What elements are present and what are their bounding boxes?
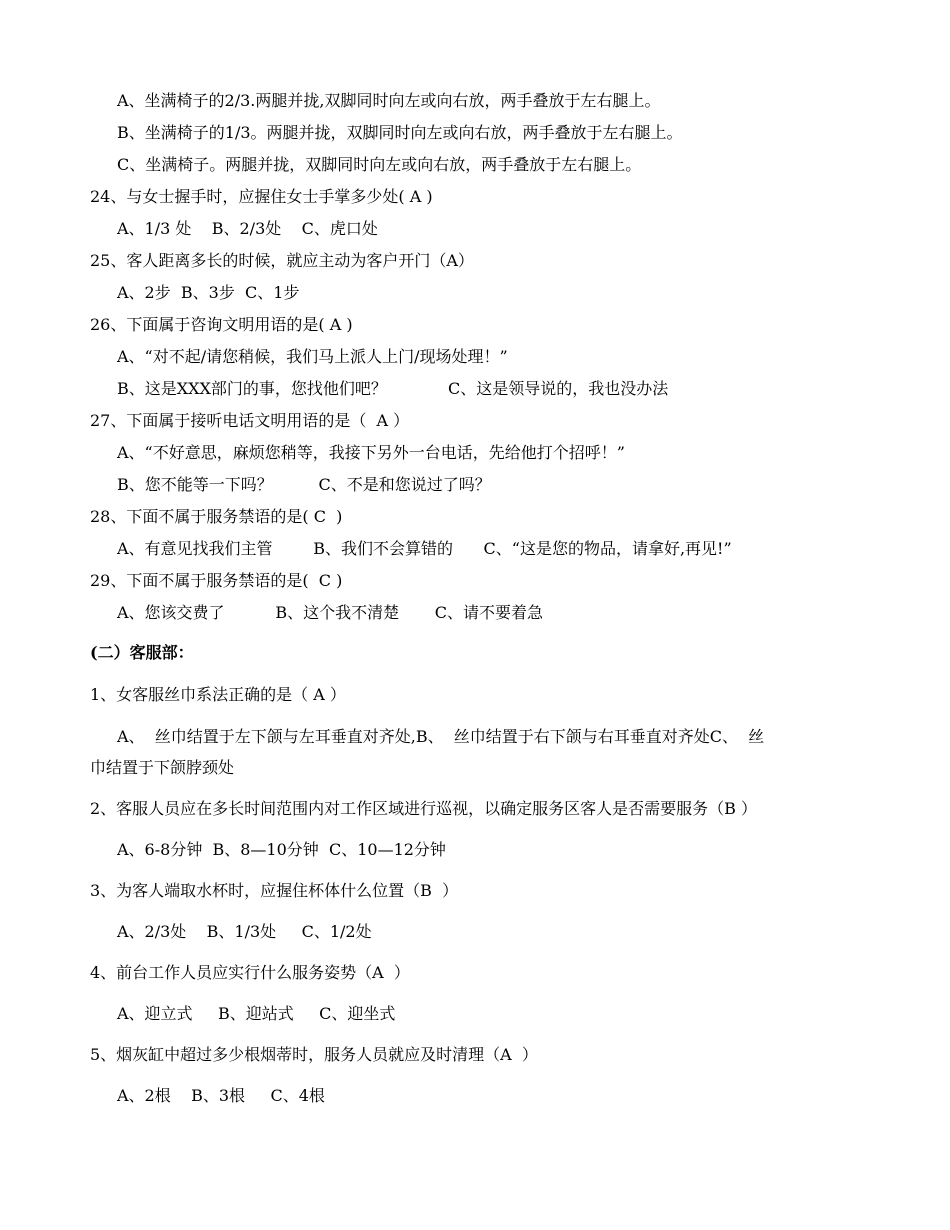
question-line: 27、下面属于接听电话文明用语的是（ A ） <box>90 411 410 430</box>
option-line: A、2/3处 B、1/3处 C、1/2处 <box>117 922 372 941</box>
option-line: A、坐满椅子的2/3.两腿并拢,双脚同时向左或向右放，两手叠放于左右腿上。 <box>117 91 661 110</box>
question-line: 28、下面不属于服务禁语的是( C ) <box>90 507 343 526</box>
option-line: A、“不好意思，麻烦您稍等，我接下另外一台电话，先给他打个招呼！” <box>117 443 625 462</box>
question-line: 3、为客人端取水杯时，应握住杯体什么位置（B ） <box>90 881 459 900</box>
option-line: A、2根 B、3根 C、4根 <box>117 1086 325 1105</box>
option-line: C、坐满椅子。两腿并拢，双脚同时向左或向右放，两手叠放于左右腿上。 <box>117 155 642 174</box>
option-line: A、有意见找我们主管 B、我们不会算错的 C、“这是您的物品，请拿好,再见!” <box>117 539 732 558</box>
option-line: A、您该交费了 B、这个我不清楚 C、请不要着急 <box>117 603 544 622</box>
option-line: A、迎立式 B、迎站式 C、迎坐式 <box>117 1004 396 1023</box>
option-line: A、 丝巾结置于左下颌与左耳垂直对齐处,B、 丝巾结置于右下颌与右耳垂直对齐处C、 丝 <box>117 727 765 746</box>
question-line: 4、前台工作人员应实行什么服务姿势（A ） <box>90 963 410 982</box>
question-line: 25、客人距离多长的时候，就应主动为客户开门（A） <box>90 251 474 270</box>
question-line: 24、与女士握手时，应握住女士手掌多少处( A ) <box>90 187 433 206</box>
question-line: 29、下面不属于服务禁语的是( C ) <box>90 571 343 590</box>
option-line-continued: 巾结置于下颌脖颈处 <box>90 758 235 777</box>
question-line: 5、烟灰缸中超过多少根烟蒂时，服务人员就应及时清理（A ） <box>90 1045 538 1064</box>
option-line: A、“对不起/请您稍候，我们马上派人上门/现场处理！” <box>117 347 508 366</box>
option-line: B、这是XXX部门的事，您找他们吧？ C、这是领导说的，我也没办法 <box>117 379 669 398</box>
section-heading: (二）客服部： <box>90 643 194 662</box>
question-line: 2、客服人员应在多长时间范围内对工作区域进行巡视，以确定服务区客人是否需要服务（B ） <box>90 799 758 818</box>
option-line: B、您不能等一下吗？ C、不是和您说过了吗？ <box>117 475 491 494</box>
question-line: 26、下面属于咨询文明用语的是( A ) <box>90 315 353 334</box>
option-line: A、1/3 处 B、2/3处 C、虎口处 <box>117 219 378 238</box>
option-line: A、2步 B、3步 C、1步 <box>117 283 300 302</box>
option-line: A、6-8分钟 B、8—10分钟 C、10—12分钟 <box>117 840 446 859</box>
question-line: 1、女客服丝巾系法正确的是（ A ） <box>90 685 346 704</box>
option-line: B、坐满椅子的1/3。两腿并拢，双脚同时向左或向右放，两手叠放于左右腿上。 <box>117 123 683 142</box>
